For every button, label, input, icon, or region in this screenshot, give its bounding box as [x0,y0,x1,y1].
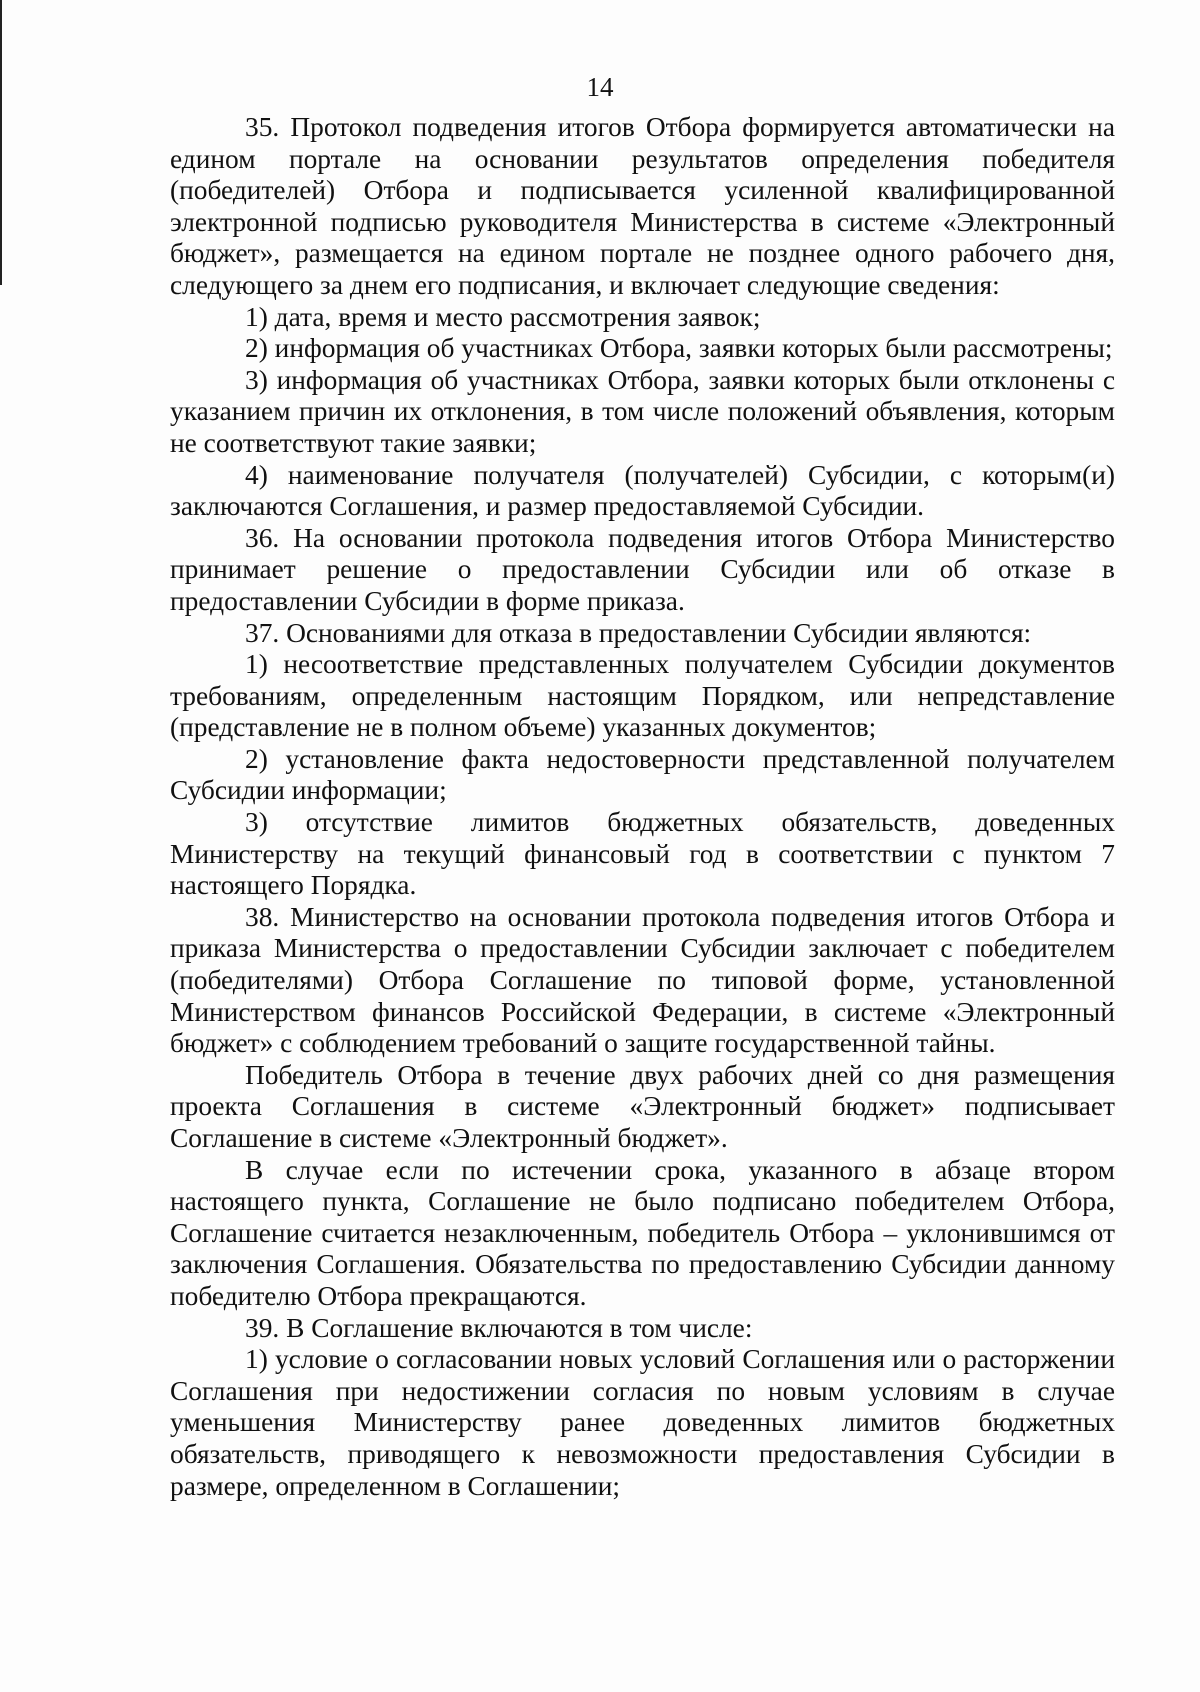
paragraph-35-item-2: 2) информация об участниках Отбора, заявки которых были рассмотрены; [245,333,1113,364]
paragraph-37-item-1: 1) несоответствие представленных получателем Субсидии документов требованиям, определенным настоящим Порядком, или непредставление (представление не в полном объеме) указанных документов; [170,649,1115,743]
paragraph-35-item-4: 4) наименование получателя (получателей) Субсидии, с которым(и) заключаются Соглашения, и размер предоставляемой Субсидии. [170,459,1115,522]
paragraph-37-item-3: 3) отсутствие лимитов бюджетных обязательств, доведенных Министерству на текущий финансовый год в соответствии с пунктом 7 настоящего Порядка. [170,807,1115,901]
paragraph-39: 39. В Соглашение включаются в том числе: [245,1312,753,1343]
paragraph-36: 36. На основании протокола подведения итогов Отбора Министерство принимает решение о предоставлении Субсидии или об отказе в предоставлении Субсидии в форме приказа. [170,522,1115,616]
paragraph-39-item-1: 1) условие о согласовании новых условий Соглашения или о расторжении Соглашения при недостижении согласия по новым условиям в случае уменьшения Министерству ранее доведенных лимитов бюджетных обязательств, приводящего к невозможности предоставления Субсидии в размере, определенном в Соглашении; [170,1344,1115,1501]
paragraph-38-part-3: В случае если по истечении срока, указанного в абзаце втором настоящего пункта, Соглашение не было подписано победителем Отбора, Соглашение считается незаключенным, победитель Отбора – уклонившимся от заключения Соглашения. Обязательства по предоставлению Субсидии данному победителю Отбора прекращаются. [170,1154,1115,1311]
paragraph-38: 38. Министерство на основании протокола подведения итогов Отбора и приказа Министерства о предоставлении Субсидии заключает с победителем (победителями) Отбора Соглашение по типовой форме, установленной Министерством финансов Российской Федерации, в системе «Электронный бюджет» с соблюдением требований о защите государственной тайны. [170,901,1115,1059]
paragraph-35-item-1: 1) дата, время и место рассмотрения заявок; [245,301,761,332]
document-body [170,112,1115,1502]
paragraph-35-item-3: 3) информация об участниках Отбора, заявки которых были отклонены с указанием причин их отклонения, в том числе положений объявления, которым не соответствуют такие заявки; [170,364,1115,458]
paragraph-38-part-2: Победитель Отбора в течение двух рабочих дней со дня размещения проекта Соглашения в системе «Электронный бюджет» подписывает Соглашение в системе «Электронный бюджет». [170,1059,1115,1153]
paragraph-35: 35. Протокол подведения итогов Отбора формируется автоматически на едином портале на основании результатов определения победителя (победителей) Отбора и подписывается усиленной квалифицированной электронной подписью руководителя Министерства в системе «Электронный бюджет», размещается на едином портале не позднее одного рабочего дня, следующего за днем его подписания, и включает следующие сведения: [170,112,1115,300]
paragraph-37: 37. Основаниями для отказа в предоставлении Субсидии являются: [245,617,1032,648]
page-number: 14 [586,72,614,102]
paragraph-37-item-2: 2) установление факта недостоверности представленной получателем Субсидии информации; [170,743,1115,806]
scan-edge-line [0,0,2,285]
